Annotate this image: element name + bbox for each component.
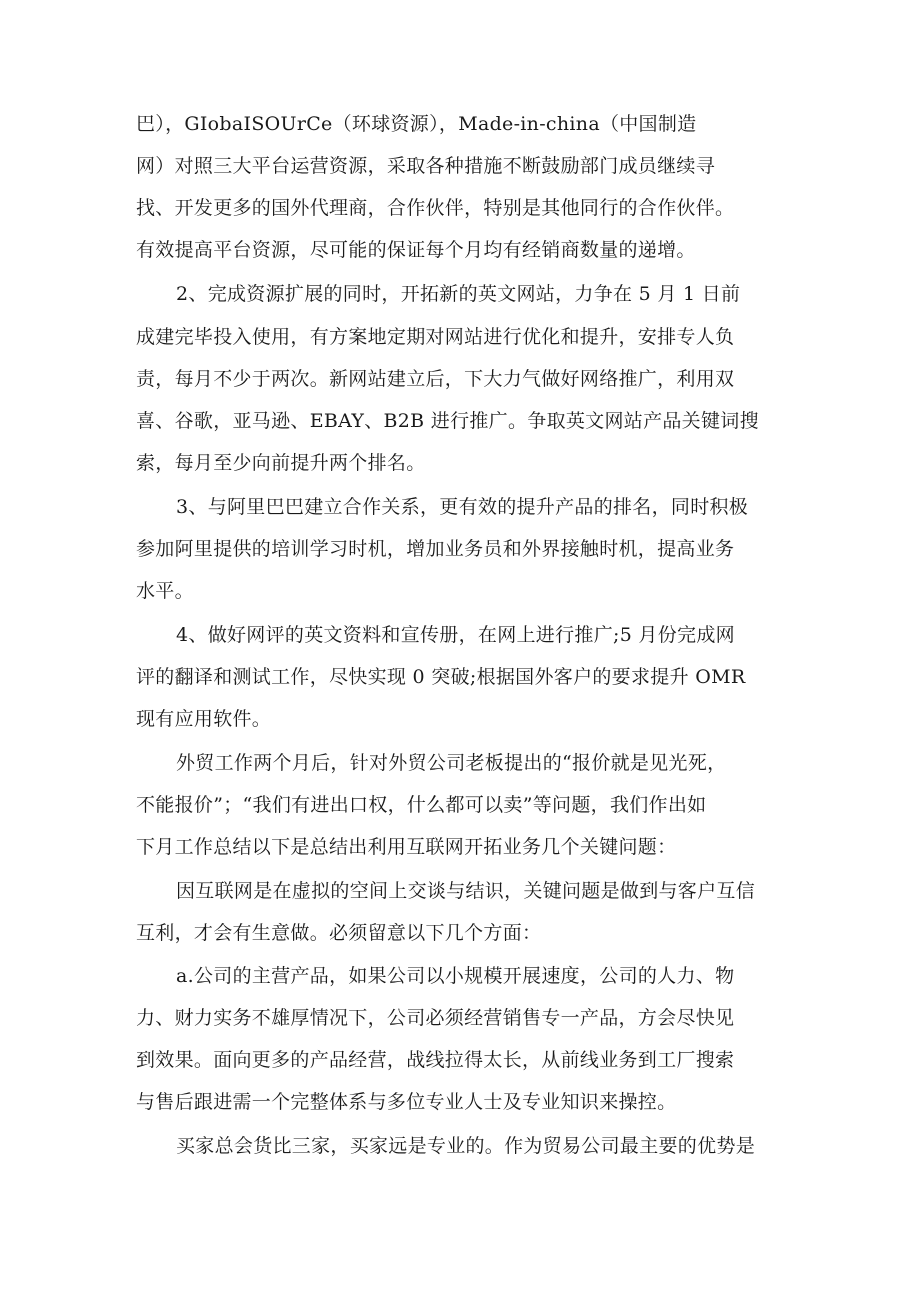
- text-line: a.公司的主营产品，如果公司以小规模开展速度，公司的人力、物: [176, 965, 735, 987]
- text-line: 网）对照三大平台运营资源，采取各种措施不断鼓励部门成员继续寻: [136, 155, 716, 177]
- text-line: 到效果。面向更多的产品经营，战线拉得太长，从前线业务到工厂搜索: [136, 1049, 735, 1071]
- text-line: 买家总会货比三家，买家远是专业的。作为贸易公司最主要的优势是: [176, 1135, 756, 1157]
- text-line: 不能报价”；“我们有进出口权，什么都可以卖”等问题，我们作出如: [136, 794, 707, 816]
- text-line: 成建完毕投入使用，有方案地定期对网站进行优化和提升，安排专人负: [136, 326, 735, 348]
- text-line: 有效提高平台资源，尽可能的保证每个月均有经销商数量的递增。: [136, 239, 696, 261]
- text-line: 评的翻译和测试工作，尽快实现 0 突破;根据国外客户的要求提升 OMR: [136, 666, 746, 688]
- text-line: 4、做好网评的英文资料和宣传册，在网上进行推广;5 月份完成网: [176, 624, 735, 646]
- text-line: 互利，才会有生意做。必须留意以下几个方面：: [136, 922, 542, 944]
- text-line: 喜、谷歌，亚马逊、EBAY、B2B 进行推广。争取英文网站产品关键词搜: [136, 410, 759, 432]
- text-line: 水平。: [136, 580, 194, 602]
- text-line: 与售后跟进需一个完整体系与多位专业人士及专业知识来操控。: [136, 1091, 677, 1113]
- text-line: 因互联网是在虚拟的空间上交谈与结识，关键问题是做到与客户互信: [176, 880, 756, 902]
- text-line: 2、完成资源扩展的同时，开拓新的英文网站，力争在 5 月 1 日前: [176, 283, 741, 305]
- text-line: 找、开发更多的国外代理商，合作伙伴，特别是其他同行的合作伙伴。: [136, 197, 735, 219]
- text-line: 参加阿里提供的培训学习时机，增加业务员和外界接触时机，提高业务: [136, 538, 735, 560]
- text-line: 责，每月不少于两次。新网站建立后，下大力气做好网络推广，利用双: [136, 368, 735, 390]
- text-line: 外贸工作两个月后，针对外贸公司老板提出的“报价就是见光死，: [176, 752, 727, 774]
- text-line: 下月工作总结以下是总结出利用互联网开拓业务几个关键问题：: [136, 836, 677, 858]
- text-line: 巴），GIobaISOUrCe（环球资源），Made-in-china（中国制造: [136, 113, 697, 135]
- text-line: 力、财力实务不雄厚情况下，公司必须经营销售专一产品，方会尽快见: [136, 1007, 735, 1029]
- text-line: 索，每月至少向前提升两个排名。: [136, 452, 426, 474]
- text-line: 3、与阿里巴巴建立合作关系，更有效的提升产品的排名，同时积极: [176, 496, 749, 518]
- text-line: 现有应用软件。: [136, 708, 272, 730]
